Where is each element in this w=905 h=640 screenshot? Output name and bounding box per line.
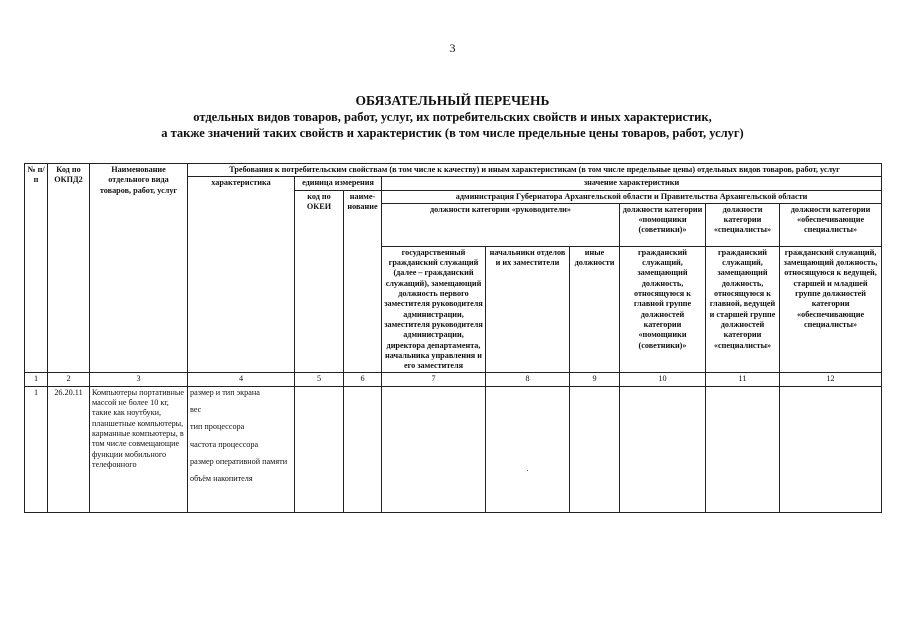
header-sub-civil-servant: государственный гражданский служащий (далее – гражданский служащий), замещающий должность первого заместителя руководителя администрации, заместителя руководителя администрации, директора департамента, начальника управления и его заместителя	[382, 246, 486, 373]
header-unit: единица измерения	[295, 177, 382, 190]
characteristic-item: частота процессора	[190, 439, 259, 449]
header-sub-specialists: гражданский служащий, замещающий должность, относящуюся к главной, ведущей и старшей группе должностей категории «специалисты»	[706, 246, 780, 373]
mark: .	[526, 463, 529, 473]
column-number: 4	[188, 373, 295, 386]
row-okpd: 26.20.11	[48, 386, 90, 512]
header-administration: администрация Губернатора Архангельской области и Правительства Архангельской области	[382, 190, 882, 203]
row-value-support	[780, 386, 882, 512]
column-number: 2	[48, 373, 90, 386]
row-value-other	[570, 386, 620, 512]
column-number: 5	[295, 373, 344, 386]
column-number: 9	[570, 373, 620, 386]
row-value-assistants	[620, 386, 706, 512]
header-sub-other: иные должности	[570, 246, 620, 373]
header-specialists-category: должности категории «специалисты»	[706, 203, 780, 246]
column-number: 3	[90, 373, 188, 386]
document-title	[0, 93, 905, 141]
column-number: 10	[620, 373, 706, 386]
header-requirements: Требования к потребительским свойствам (в том числе к качеству) и иным характеристикам (в том числе предельные цены) отдельных видов товаров, работ, услуг	[188, 164, 882, 177]
row-characteristics	[188, 386, 295, 512]
title-line-1: ОБЯЗАТЕЛЬНЫЙ ПЕРЕЧЕНЬ	[355, 93, 550, 108]
row-unit-code	[295, 386, 344, 512]
header-sub-heads: начальники отделов и их заместители	[486, 246, 570, 373]
row-value-civil-servant	[382, 386, 486, 512]
column-number: 7	[382, 373, 486, 386]
column-number: 8	[486, 373, 570, 386]
header-row-1	[25, 164, 882, 177]
header-num: № п/п	[25, 164, 48, 373]
header-unit-name: наиме-нование	[344, 190, 382, 373]
page-number: 3	[449, 41, 456, 55]
row-value-heads	[486, 386, 570, 512]
row-unit-name	[344, 386, 382, 512]
row-value-specialists	[706, 386, 780, 512]
column-number-row	[25, 373, 882, 386]
characteristic-item: размер оперативной памяти	[190, 456, 288, 466]
characteristic-item: объём накопителя	[190, 474, 253, 484]
column-number: 6	[344, 373, 382, 386]
header-leaders-category: должности категории «руководители»	[382, 203, 620, 246]
column-number: 11	[706, 373, 780, 386]
row-num: 1	[25, 386, 48, 512]
column-number: 12	[780, 373, 882, 386]
title-line-3: а также значений таких свойств и характеристик (в том числе предельные цены товаров, работ, услуг)	[161, 126, 744, 140]
row-name: Компьютеры портативные массой не более 10 кг, такие как ноутбуки, планшетные компьютеры, карманные компьютеры, в том числе совмещающие функции мобильного телефонного	[90, 386, 188, 512]
header-unit-code: код по ОКЕИ	[295, 190, 344, 373]
characteristic-item: вес	[190, 405, 202, 415]
characteristic-item: размер и тип экрана	[190, 387, 260, 397]
header-value: значение характеристики	[382, 177, 882, 190]
header-okpd: Код по ОКПД2	[48, 164, 90, 373]
header-characteristic: характеристика	[188, 177, 295, 373]
table-row	[25, 386, 882, 512]
header-sub-assistants: гражданский служащий, замещающий должность, относящуюся к главной группе должностей категории «помощники (советники)»	[620, 246, 706, 373]
title-line-2: отдельных видов товаров, работ, услуг, их потребительских свойств и иных характеристик,	[193, 110, 712, 124]
header-name: Наименование отдельного вида товаров, работ, услуг	[90, 164, 188, 373]
requirements-table	[24, 163, 882, 513]
header-assistants-category: должности категории «помощники (советники)»	[620, 203, 706, 246]
column-number: 1	[25, 373, 48, 386]
header-support-category: должности категории «обеспечивающие специалисты»	[780, 203, 882, 246]
characteristic-item: тип процессора	[190, 422, 245, 432]
header-sub-support: гражданский служащий, замещающий должность, относящуюся к ведущей, старшей и младшей группе должностей категории «обеспечивающие специалисты»	[780, 246, 882, 373]
